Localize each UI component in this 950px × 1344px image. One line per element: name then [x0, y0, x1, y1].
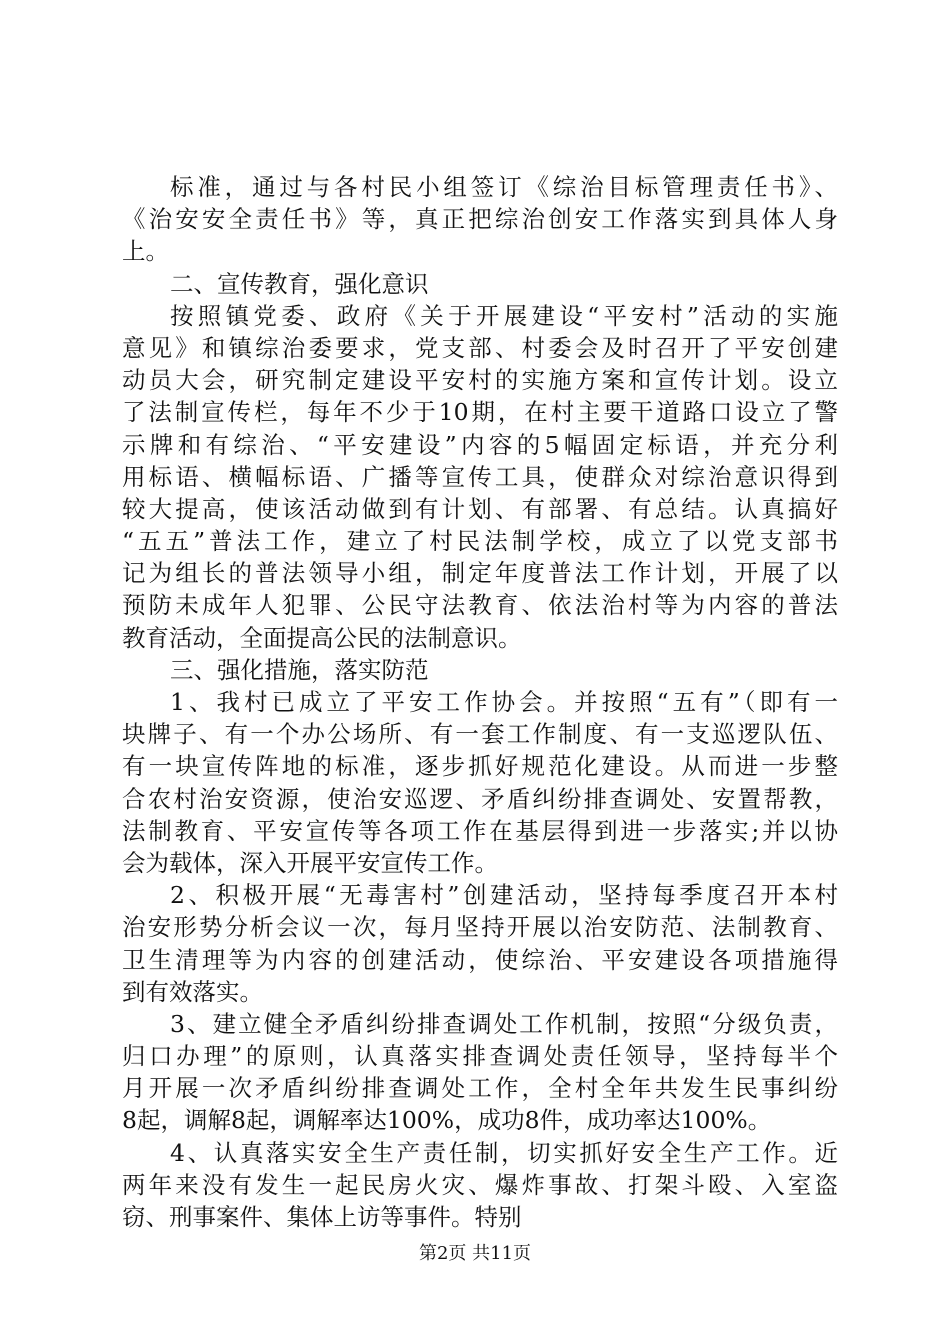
page-footer — [0, 1243, 950, 1265]
text-line: 预防未成年人犯罪、公民守法教育、依法治村等为内容的普法 — [122, 591, 838, 620]
text-line: 归口办理”的原则，认真落实排查调处责任领导，坚持每半个 — [122, 1042, 838, 1071]
text-line: 按照镇党委、政府《关于开展建设“平安村”活动的实施 — [170, 301, 838, 330]
text-line: 上。 — [122, 237, 169, 266]
text-line: “五五”普法工作，建立了村民法制学校，成立了以党支部书 — [122, 527, 838, 556]
text-line: 8起，调解8起，调解率达100%，成功8件，成功率达100%。 — [122, 1106, 772, 1135]
text-line: 3、建立健全矛盾纠纷排查调处工作机制，按照“分级负责， — [170, 1009, 838, 1038]
text-line: 4、认真落实安全生产责任制，切实抓好安全生产工作。近 — [170, 1138, 838, 1167]
text-line: 卫生清理等为内容的创建活动，使综治、平安建设各项措施得 — [122, 945, 838, 974]
text-line: 1、我村已成立了平安工作协会。并按照“五有”（即有一 — [170, 688, 838, 716]
text-line: 合农村治安资源，使治安巡逻、矛盾纠纷排查调处、安置帮教， — [122, 784, 838, 813]
text-line: 教育活动，全面提高公民的法制意识。 — [122, 623, 522, 652]
text-line: 窃、刑事案件、集体上访等事件。特别 — [122, 1203, 522, 1231]
text-line: 月开展一次矛盾纠纷排查调处工作，全村全年共发生民事纠纷 — [122, 1074, 838, 1103]
text-line: 2、积极开展“无毒害村”创建活动，坚持每季度召开本村 — [170, 881, 838, 910]
text-line: 块牌子、有一个办公场所、有一套工作制度、有一支巡逻队伍、 — [122, 720, 838, 749]
text-line: 二、宣传教育，强化意识 — [170, 269, 429, 298]
text-line: 有一块宣传阵地的标准，逐步抓好规范化建设。从而进一步整 — [122, 752, 838, 781]
text-line: 意见》和镇综治委要求，党支部、村委会及时召开了平安创建 — [122, 333, 838, 362]
text-line: 标准，通过与各村民小组签订《综治目标管理责任书》、 — [170, 173, 838, 201]
text-line: 用标语、横幅标语、广播等宣传工具，使群众对综治意识得到 — [122, 462, 838, 491]
text-line: 《治安安全责任书》等，真正把综治创安工作落实到具体人身 — [122, 205, 838, 234]
text-line: 记为组长的普法领导小组，制定年度普法工作计划，开展了以 — [122, 559, 838, 588]
text-line: 两年来没有发生一起民房火灾、爆炸事故、打架斗殴、入室盗 — [122, 1170, 838, 1199]
page-number-label: 第2页 共11页 — [418, 1243, 532, 1264]
text-line: 治安形势分析会议一次，每月坚持开展以治安防范、法制教育、 — [122, 913, 838, 942]
text-line: 法制教育、平安宣传等各项工作在基层得到进一步落实;并以协 — [122, 816, 838, 845]
text-line: 动员大会，研究制定建设平安村的实施方案和宣传计划。设立 — [122, 366, 838, 395]
text-line: 会为载体，深入开展平安宣传工作。 — [122, 848, 498, 877]
text-line: 到有效落实。 — [122, 977, 263, 1006]
text-line: 较大提高，使该活动做到有计划、有部署、有总结。认真搞好 — [122, 494, 838, 523]
text-line: 示牌和有综治、“平安建设”内容的5幅固定标语，并充分利 — [122, 430, 838, 459]
text-line: 了法制宣传栏，每年不少于10期，在村主要干道路口设立了警 — [122, 398, 838, 427]
document-body — [122, 171, 838, 1233]
text-line: 三、强化措施，落实防范 — [170, 655, 429, 684]
